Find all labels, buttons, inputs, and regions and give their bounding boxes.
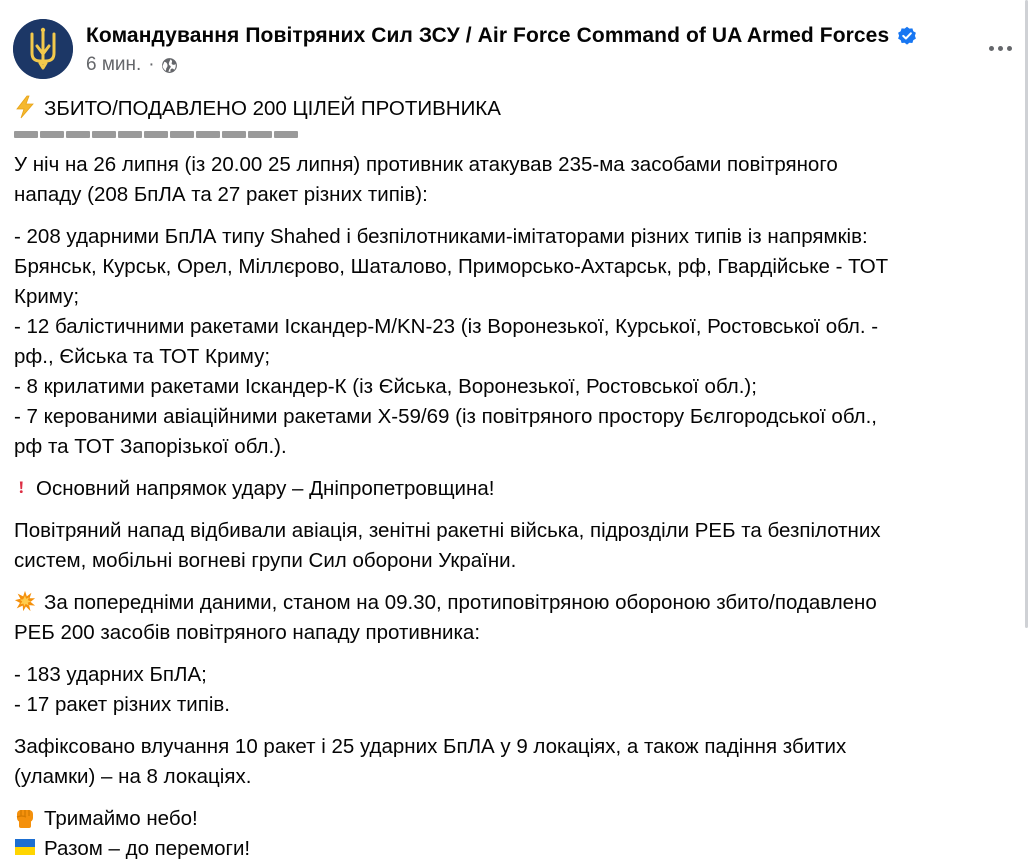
trident-emblem-icon <box>13 19 73 79</box>
text-line: Брянськ, Курськ, Орел, Міллєрово, Шаталово, Приморсько-Ахтарськ, рф, Гвардійське - ТОТ <box>14 255 889 278</box>
more-options-icon <box>987 46 1014 51</box>
text-line: РЕБ 200 засобів повітряного нападу противника: <box>14 621 481 644</box>
closing-line <box>14 804 1014 834</box>
text-line: - 208 ударними БпЛА типу Shahed і безпілотниками-імітаторами різних типів із напрямків: <box>14 225 868 248</box>
text-line: - 8 крилатими ракетами Іскандер-К (із Єйська, Воронезької, Ростовської обл.); <box>14 375 757 398</box>
result-paragraph <box>14 588 1014 648</box>
closing-line <box>14 834 1014 864</box>
post-meta <box>86 53 178 77</box>
text-line: нападу (208 БпЛА та 27 ракет різних типів): <box>14 183 428 206</box>
lightning-emoji-icon <box>14 95 36 119</box>
closing-block <box>14 804 1014 864</box>
defense-paragraph <box>14 516 1014 576</box>
main-direction-line <box>14 474 1014 504</box>
exclamation-emoji-icon <box>18 475 30 499</box>
text-line: - 12 балістичними ракетами Іскандер-М/KN-23 (із Воронезької, Курської, Ростовської обл. - <box>14 315 879 338</box>
more-options-button[interactable] <box>978 30 1022 66</box>
raised-fist-emoji-icon <box>14 805 36 829</box>
collision-emoji-icon <box>14 589 36 613</box>
text-line: рф та ТОТ Запорізької обл.). <box>14 435 287 458</box>
author-name[interactable]: Командування Повітряних Сил ЗСУ / Air Force Command of UA Armed Forces <box>86 24 890 47</box>
text-line: Повітряний напад відбивали авіація, зенітні ракетні війська, підрозділи РЕБ та безпілотних <box>14 519 881 542</box>
meta-separator: · <box>148 54 155 75</box>
attack-list <box>14 222 1014 462</box>
intro-paragraph <box>14 150 1014 210</box>
post-timestamp[interactable]: 6 мин. <box>86 54 142 75</box>
text-line: - 7 керованими авіаційними ракетами Х-59/69 (із повітряного простору Бєлгородської обл., <box>14 405 877 428</box>
verified-badge-icon <box>897 26 917 46</box>
text-line: (уламки) – на 8 локаціях. <box>14 765 252 788</box>
headline: ЗБИТО/ПОДАВЛЕНО 200 ЦІЛЕЙ ПРОТИВНИКА <box>44 97 501 120</box>
post-body <box>14 94 1014 864</box>
closing-text: Разом – до перемоги! <box>44 837 251 860</box>
result-list <box>14 660 1014 720</box>
text-line <box>14 588 1014 618</box>
post-header <box>0 0 1028 90</box>
list-item: - 17 ракет різних типів. <box>14 693 230 716</box>
globe-icon[interactable] <box>161 57 178 74</box>
main-direction: Основний напрямок удару – Дніпропетровщина! <box>36 477 495 500</box>
text-line: Зафіксовано влучання 10 ракет і 25 ударних БпЛА у 9 локаціях, а також падіння збитих <box>14 735 847 758</box>
headline-line <box>14 94 1014 124</box>
divider <box>14 128 1014 140</box>
page-avatar[interactable] <box>13 19 73 79</box>
hits-paragraph <box>14 732 1014 792</box>
author-line <box>86 21 917 51</box>
ukraine-flag-emoji-icon <box>14 835 36 859</box>
list-item: - 183 ударних БпЛА; <box>14 663 207 686</box>
text-line: Криму; <box>14 285 80 308</box>
text-line: рф., Єйська та ТОТ Криму; <box>14 345 271 368</box>
text-line: систем, мобільні вогневі групи Сил оборони України. <box>14 549 517 572</box>
text-line: У ніч на 26 липня (із 20.00 25 липня) противник атакував 235-ма засобами повітряного <box>14 153 838 176</box>
result-intro: За попередніми даними, станом на 09.30, протиповітряною обороною збито/подавлено <box>44 591 877 614</box>
closing-text: Тримаймо небо! <box>44 807 198 830</box>
